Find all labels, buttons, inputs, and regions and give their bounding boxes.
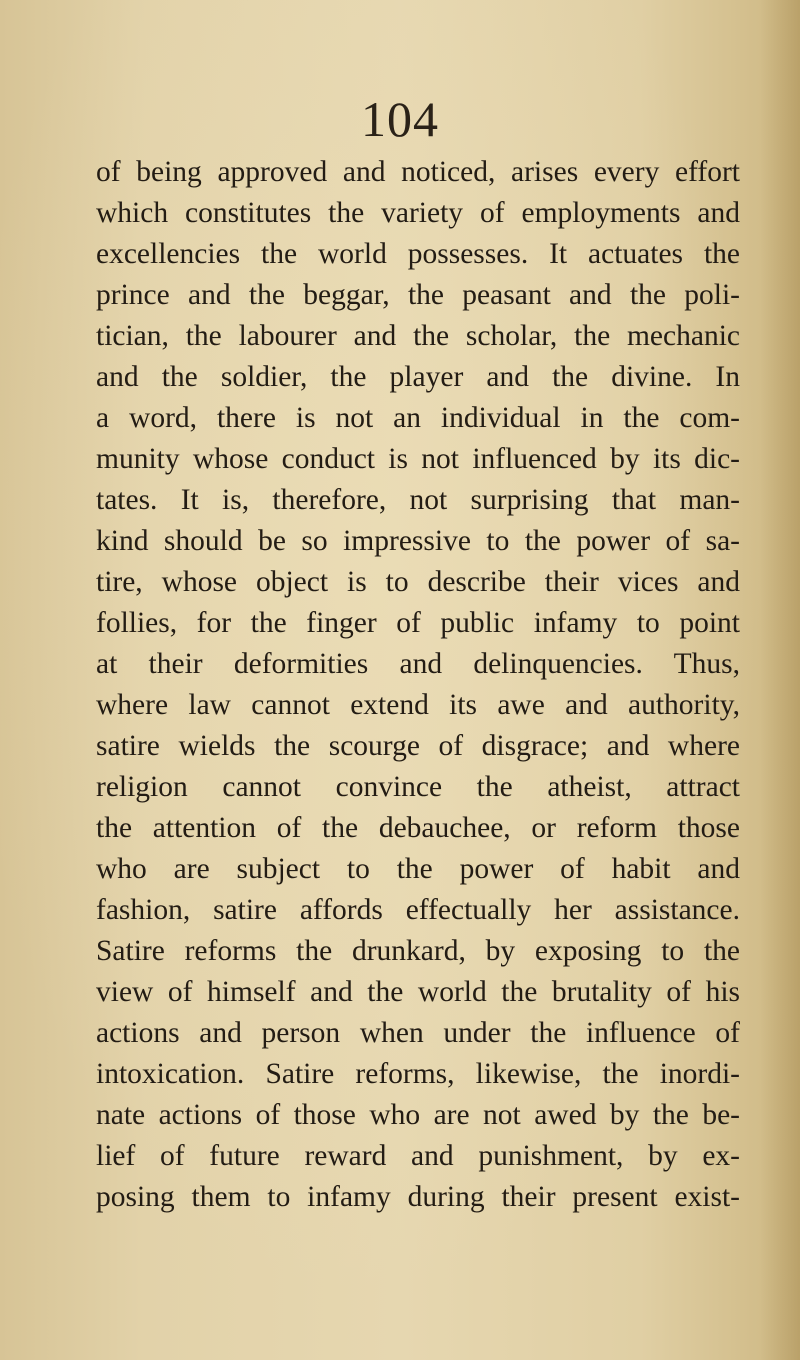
text-line: lief of future reward and punishment, by ex-: [96, 1140, 740, 1172]
text-line: excellencies the world possesses. It actuates the: [96, 238, 740, 270]
text-line: tire, whose object is to describe their vices and: [96, 566, 740, 598]
text-line: and the soldier, the player and the divine. In: [96, 361, 740, 393]
text-line: fashion, satire affords effectually her assistance.: [96, 894, 740, 926]
text-line: a word, there is not an individual in the com-: [96, 402, 740, 434]
text-line: actions and person when under the influence of: [96, 1017, 740, 1049]
text-line: tician, the labourer and the scholar, the mechanic: [96, 320, 740, 352]
text-line: Satire reforms the drunkard, by exposing to the: [96, 935, 740, 967]
body-text: [96, 152, 740, 1218]
text-line: kind should be so impressive to the power of sa-: [96, 525, 740, 557]
text-line: intoxication. Satire reforms, likewise, the inordi-: [96, 1058, 740, 1090]
text-line: posing them to infamy during their present exist-: [96, 1181, 740, 1213]
text-line: religion cannot convince the atheist, attract: [96, 771, 740, 803]
text-line: munity whose conduct is not influenced by its dic-: [96, 443, 740, 475]
text-line: which constitutes the variety of employments and: [96, 197, 740, 229]
page-number: 104: [361, 91, 439, 147]
text-line: tates. It is, therefore, not surprising that man-: [96, 484, 740, 516]
text-line: view of himself and the world the brutality of his: [96, 976, 740, 1008]
text-line: who are subject to the power of habit and: [96, 853, 740, 885]
text-line: nate actions of those who are not awed by the be-: [96, 1099, 740, 1131]
text-line: follies, for the finger of public infamy to point: [96, 607, 740, 639]
text-line: where law cannot extend its awe and authority,: [96, 689, 740, 721]
text-line: at their deformities and delinquencies. Thus,: [96, 648, 740, 680]
text-line: satire wields the scourge of disgrace; and where: [96, 730, 740, 762]
text-line: the attention of the debauchee, or reform those: [96, 812, 740, 844]
text-line: prince and the beggar, the peasant and the poli-: [96, 279, 740, 311]
text-line: of being approved and noticed, arises every effort: [96, 156, 740, 188]
